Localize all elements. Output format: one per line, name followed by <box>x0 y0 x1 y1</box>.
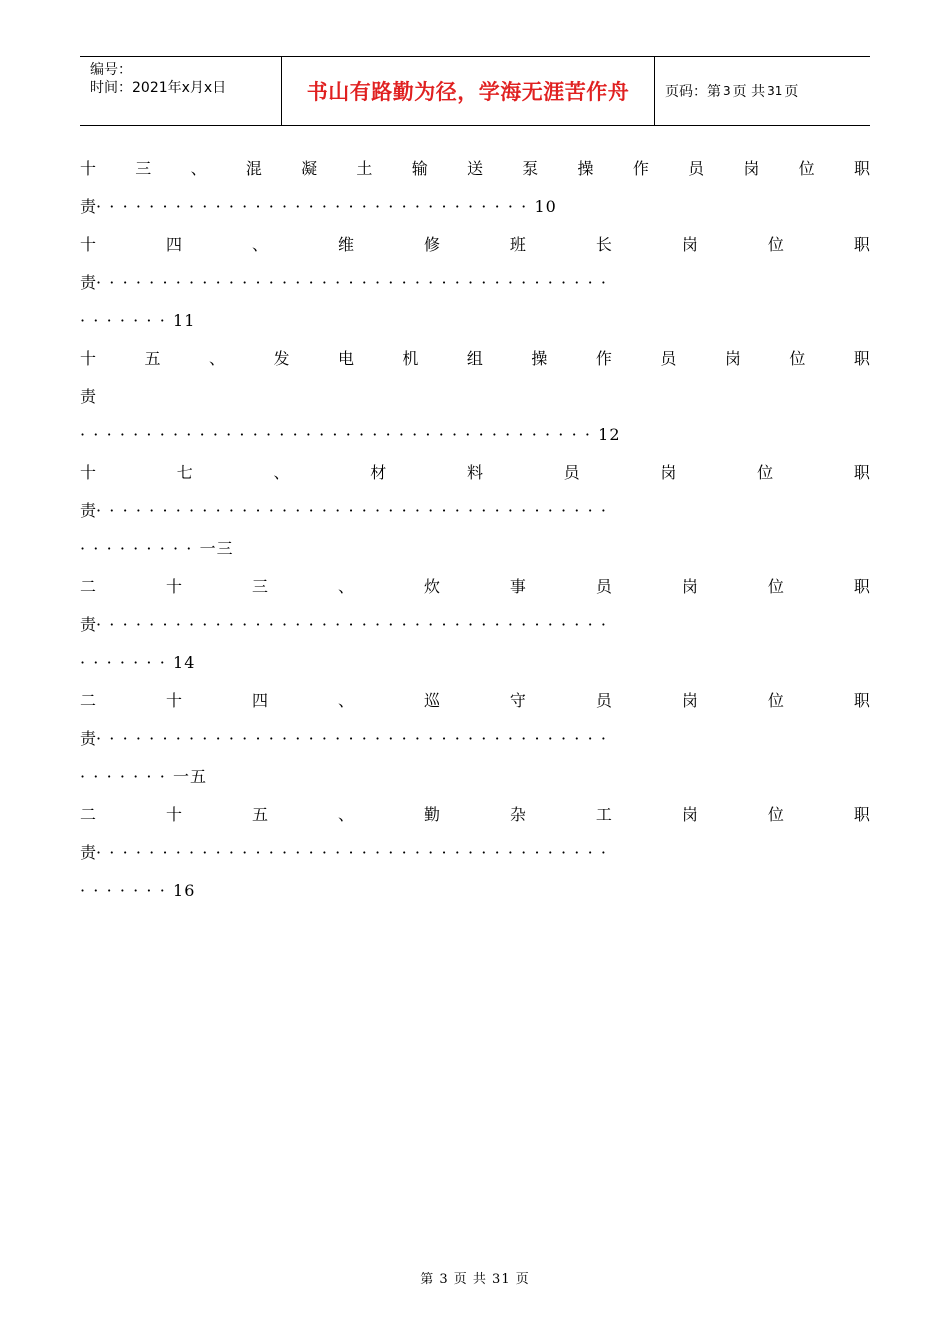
toc-page-number: 一五 <box>173 767 208 786</box>
toc-title-char: 职 <box>853 159 870 178</box>
toc-entry[interactable] <box>80 228 870 342</box>
toc-leader-dots: ······· <box>80 311 174 330</box>
toc-title-char: 十 <box>165 577 182 596</box>
toc-leader-dots: ······································· <box>96 615 615 634</box>
toc-title-char: 修 <box>423 235 440 254</box>
toc-title-char: 输 <box>411 159 428 178</box>
toc-entry[interactable] <box>80 798 870 912</box>
toc-title-char: 五 <box>251 805 268 824</box>
toc-title-char: 岗 <box>724 349 741 368</box>
toc-title-char: 守 <box>509 691 526 710</box>
toc-title-char: 职 <box>853 235 870 254</box>
toc-title-tail: 责 <box>80 387 97 406</box>
toc-title-char: 员 <box>595 577 612 596</box>
toc-entry-title <box>80 798 870 836</box>
toc-title-tail: 责 <box>80 729 97 748</box>
toc-page-number: 14 <box>173 653 196 672</box>
toc-title-char: 员 <box>595 691 612 710</box>
toc-title-char: 四 <box>251 691 268 710</box>
document-number-label: 编号： <box>90 62 132 78</box>
toc-title-char: 员 <box>660 349 677 368</box>
toc-title-char: 员 <box>563 463 580 482</box>
toc-title-char: 巡 <box>423 691 440 710</box>
toc-title-char: 五 <box>144 349 161 368</box>
toc-title-char: 岗 <box>660 463 677 482</box>
toc-page-number: 11 <box>173 311 196 330</box>
toc-entry-title <box>80 684 870 722</box>
page-header <box>80 56 870 126</box>
toc-title-tail: 责 <box>80 197 97 216</box>
toc-entry-line2 <box>80 494 870 532</box>
toc-entry-line3 <box>80 304 870 342</box>
toc-entry-title <box>80 456 870 494</box>
toc-title-char: 土 <box>356 159 373 178</box>
toc-leader-dots: ······· <box>80 767 174 786</box>
toc-title-char: 四 <box>165 235 182 254</box>
toc-title-char: 勤 <box>423 805 440 824</box>
toc-title-char: 位 <box>767 235 784 254</box>
toc-entry[interactable] <box>80 684 870 798</box>
toc-title-char: 、 <box>337 805 354 824</box>
toc-leader-dots: ······································· <box>96 843 615 862</box>
toc-leader-dots: ········· <box>80 539 200 558</box>
toc-title-char: 位 <box>767 577 784 596</box>
toc-leader-dots: ······· <box>80 881 174 900</box>
toc-leader-dots: ······· <box>80 653 174 672</box>
toc-title-char: 职 <box>853 577 870 596</box>
toc-title-char: 送 <box>466 159 483 178</box>
page-suffix: 页 <box>784 84 799 100</box>
toc-title-char: 、 <box>190 159 207 178</box>
toc-title-char: 、 <box>337 577 354 596</box>
toc-title-char: 凝 <box>301 159 318 178</box>
toc-title-char: 位 <box>767 805 784 824</box>
toc-entry-title <box>80 342 870 380</box>
toc-title-char: 班 <box>509 235 526 254</box>
toc-entry-line3 <box>80 418 870 456</box>
toc-title-char: 作 <box>632 159 649 178</box>
toc-leader-dots: ································· <box>96 197 535 216</box>
toc-title-char: 三 <box>135 159 152 178</box>
toc-title-char: 机 <box>402 349 419 368</box>
toc-page-number: 16 <box>173 881 196 900</box>
toc-title-char: 十 <box>80 235 97 254</box>
toc-entry-line3 <box>80 532 870 570</box>
toc-title-char: 十 <box>165 805 182 824</box>
toc-title-char: 十 <box>80 463 97 482</box>
toc-title-char: 组 <box>466 349 483 368</box>
toc-page-number: 一三 <box>199 539 234 558</box>
table-of-contents <box>80 152 870 912</box>
toc-title-char: 岗 <box>681 691 698 710</box>
toc-leader-dots: ······································· <box>96 729 615 748</box>
toc-title-char: 三 <box>251 577 268 596</box>
toc-title-char: 职 <box>853 463 870 482</box>
toc-page-number: 10 <box>534 197 557 216</box>
toc-entry-line3 <box>80 874 870 912</box>
toc-title-char: 工 <box>595 805 612 824</box>
toc-title-char: 混 <box>245 159 262 178</box>
toc-title-char: 位 <box>789 349 806 368</box>
toc-title-char: 七 <box>176 463 193 482</box>
toc-entry-title <box>80 570 870 608</box>
toc-title-tail: 责 <box>80 843 97 862</box>
toc-title-char: 职 <box>853 691 870 710</box>
document-time: 时间：2021年x月x日 <box>90 80 227 96</box>
toc-title-char: 岗 <box>681 577 698 596</box>
toc-entry[interactable] <box>80 570 870 684</box>
toc-entry-line2 <box>80 722 870 760</box>
toc-title-char: 事 <box>509 577 526 596</box>
toc-entry[interactable] <box>80 456 870 570</box>
toc-entry-line3 <box>80 646 870 684</box>
toc-title-char: 位 <box>798 159 815 178</box>
page-total: 31 <box>767 84 783 98</box>
toc-title-tail: 责 <box>80 501 97 520</box>
toc-title-char: 二 <box>80 577 97 596</box>
toc-title-char: 职 <box>853 349 870 368</box>
toc-leader-dots: ······································· <box>96 501 615 520</box>
toc-entry-line2 <box>80 836 870 874</box>
toc-title-char: 、 <box>208 349 225 368</box>
toc-title-char: 、 <box>251 235 268 254</box>
toc-title-char: 材 <box>370 463 387 482</box>
toc-title-char: 岗 <box>681 235 698 254</box>
page-current: 3 <box>723 84 731 98</box>
toc-title-char: 、 <box>337 691 354 710</box>
toc-title-char: 维 <box>337 235 354 254</box>
toc-title-char: 职 <box>853 805 870 824</box>
toc-title-tail: 责 <box>80 615 97 634</box>
toc-leader-dots: ······································· <box>96 273 615 292</box>
toc-title-char: 泵 <box>522 159 539 178</box>
toc-title-char: 炊 <box>423 577 440 596</box>
toc-title-char: 岗 <box>681 805 698 824</box>
toc-entry-line2 <box>80 380 870 418</box>
toc-entry-line2 <box>80 190 870 228</box>
toc-title-char: 料 <box>466 463 483 482</box>
toc-entry[interactable] <box>80 342 870 456</box>
toc-entry-line2 <box>80 608 870 646</box>
toc-title-char: 操 <box>577 159 594 178</box>
toc-entry-title <box>80 152 870 190</box>
toc-entry-line3 <box>80 760 870 798</box>
page-footer: 第 3 页 共 31 页 <box>420 1272 530 1287</box>
page-mid: 页 共 <box>732 84 766 100</box>
toc-title-char: 岗 <box>743 159 760 178</box>
toc-title-char: 二 <box>80 805 97 824</box>
toc-entry-line2 <box>80 266 870 304</box>
toc-title-tail: 责 <box>80 273 97 292</box>
toc-title-char: 十 <box>165 691 182 710</box>
header-info <box>80 57 281 125</box>
toc-leader-dots: ······································· <box>80 425 599 444</box>
toc-title-char: 、 <box>273 463 290 482</box>
toc-title-char: 操 <box>531 349 548 368</box>
header-page-info <box>655 57 870 125</box>
toc-title-char: 电 <box>337 349 354 368</box>
toc-title-char: 二 <box>80 691 97 710</box>
toc-title-char: 十 <box>80 349 97 368</box>
page-prefix: 页码：第 <box>665 84 721 100</box>
toc-title-char: 长 <box>595 235 612 254</box>
toc-title-char: 位 <box>767 691 784 710</box>
toc-entry[interactable] <box>80 152 870 228</box>
toc-page-number: 12 <box>598 425 621 444</box>
toc-title-char: 位 <box>757 463 774 482</box>
toc-title-char: 杂 <box>509 805 526 824</box>
toc-title-char: 作 <box>595 349 612 368</box>
header-motto: 书山有路勤为径，学海无涯苦作舟 <box>281 57 655 125</box>
toc-title-char: 发 <box>273 349 290 368</box>
toc-title-char: 十 <box>80 159 97 178</box>
toc-entry-title <box>80 228 870 266</box>
toc-title-char: 员 <box>688 159 705 178</box>
